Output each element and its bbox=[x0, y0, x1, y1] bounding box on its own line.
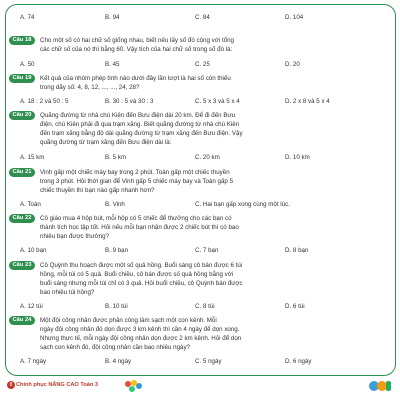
question-text: Một đội công nhân được phân công làm sạch một con kênh. Mỗi bbox=[40, 317, 217, 324]
question-text: hồng, mỗi túi có 5 quả. Buổi chiều, cô bán được số quả hồng bằng với bbox=[40, 271, 234, 278]
answer-b: B. 45 bbox=[105, 61, 120, 68]
answer-b: B. Vinh bbox=[105, 201, 125, 208]
question-text: trong 3 phút. Hỏi thời gian để Vinh gấp 5 chiếc máy bay và Toàn gấp 5 bbox=[40, 178, 234, 185]
publisher-logo-icon bbox=[368, 378, 392, 394]
answer-b: B. 94 bbox=[105, 14, 120, 21]
answer-a: A. 12 túi bbox=[20, 303, 43, 310]
question-text: Nhưng thực tế, mỗi ngày đội công nhân dọn được 2 km kênh. Hỏi để dọn bbox=[40, 335, 242, 342]
answer-c: C. 5 ngày bbox=[195, 358, 222, 365]
question-text: thành tích học tập tốt. Hỏi nếu mỗi bạn nhận được 2 chiếc bút thì có bao bbox=[40, 224, 239, 231]
question-label: Câu 24 bbox=[9, 316, 35, 325]
logo-icon bbox=[122, 378, 144, 396]
answer-b: B. 30 : 5 và 30 : 3 bbox=[105, 98, 154, 105]
question-text: bao nhiêu túi hồng? bbox=[40, 289, 95, 296]
question-text: Cô giáo mua 4 hộp bút, mỗi hộp có 5 chiếc để thưởng cho các bạn có bbox=[40, 215, 232, 222]
question-text: buổi sáng nhưng mỗi túi chỉ có 3 quả. Hỏi buổi chiều, cô Quỳnh bán được bbox=[40, 280, 243, 287]
answer-c: C. 20 km bbox=[195, 154, 220, 161]
question-text: Vinh gấp một chiếc máy bay trong 2 phút. Toàn gấp một chiếc thuyền bbox=[40, 169, 230, 176]
question-text: các chữ số của nó thì bằng 60. Vậy tích của hai chữ số trong số đó là: bbox=[40, 46, 233, 53]
question-label: Câu 20 bbox=[9, 111, 35, 120]
answer-c: C. 8 túi bbox=[195, 303, 215, 310]
question-text: trong dãy số: 4, 8, 12, ..., ..., 24, 28? bbox=[40, 84, 140, 91]
book-title: Chinh phục NÂNG CAO Toán 3 bbox=[16, 382, 98, 388]
answer-b: B. 9 bạn bbox=[105, 247, 129, 254]
question-label: Câu 18 bbox=[9, 36, 35, 45]
question-label: Câu 22 bbox=[9, 214, 35, 223]
answer-d: D. 2 x 8 và 5 x 4 bbox=[285, 98, 330, 105]
question-text: Quãng đường từ nhà chú Kiên đến Bưu điện dài 20 km. Để đi đến Bưu bbox=[40, 112, 236, 119]
answer-a: A. 15 km bbox=[20, 154, 45, 161]
answer-a: A. 74 bbox=[20, 14, 35, 21]
question-text: nhiêu bạn được thưởng? bbox=[40, 233, 110, 240]
answer-a: A. 7 ngày bbox=[20, 358, 47, 365]
answer-c: C. 5 x 3 và 5 x 4 bbox=[195, 98, 240, 105]
question-label: Câu 23 bbox=[9, 261, 35, 270]
answer-b: B. 10 túi bbox=[105, 303, 128, 310]
page-number: 8 bbox=[7, 381, 15, 389]
question-text: Cho một số có hai chữ số giống nhau, biết nếu lấy số đó cộng với tổng bbox=[40, 37, 234, 44]
question-text: sạch con kênh đó, đội công nhân cần bao nhiêu ngày? bbox=[40, 344, 190, 351]
answer-a: A. 10 bạn bbox=[20, 247, 47, 254]
answer-c: C. 7 bạn bbox=[195, 247, 219, 254]
question-label: Câu 21 bbox=[9, 168, 35, 177]
answer-a: A. 18 : 2 và 50 : 5 bbox=[20, 98, 69, 105]
question-text: ngày đội công nhân đó dọn được 3 km kênh thì cần 4 ngày để dọn xong. bbox=[40, 326, 240, 333]
answer-a: A. 50 bbox=[20, 61, 35, 68]
question-label: Câu 19 bbox=[9, 74, 35, 83]
answer-d: D. 8 bạn bbox=[285, 247, 309, 254]
answer-c: C. 25 bbox=[195, 61, 210, 68]
answer-c: C. 84 bbox=[195, 14, 210, 21]
footer bbox=[0, 374, 400, 400]
answer-d: D. 6 ngày bbox=[285, 358, 312, 365]
answer-a: A. Toàn bbox=[20, 201, 41, 208]
question-text: Kết quả của nhóm phép tính nào dưới đây lần lượt là hai số còn thiếu bbox=[40, 75, 231, 82]
answer-d: D. 20 bbox=[285, 61, 300, 68]
question-text: đến trạm xăng bằng độ dài quãng đường từ trạm xăng đến Bưu điện. Vậy bbox=[40, 130, 243, 137]
question-text: chiếc thuyền thì bạn nào gấp nhanh hơn? bbox=[40, 187, 155, 194]
answer-b: B. 5 km bbox=[105, 154, 126, 161]
question-text: quãng đường từ trạm xăng đến Bưu điện dài là: bbox=[40, 139, 172, 146]
answer-b: B. 4 ngày bbox=[105, 358, 132, 365]
answer-c: C. Hai bạn gấp xong cùng một lúc. bbox=[195, 201, 290, 208]
question-text: điện, chú Kiên phải đi qua trạm xăng. Biết quãng đường từ nhà chú Kiên bbox=[40, 121, 240, 128]
answer-d: D. 10 km bbox=[285, 154, 310, 161]
answer-d: D. 104 bbox=[285, 14, 304, 21]
answer-d: D. 6 túi bbox=[285, 303, 305, 310]
question-text: Cô Quỳnh thu hoạch được một số quả hồng. Buổi sáng cô bán được 6 túi bbox=[40, 262, 243, 269]
